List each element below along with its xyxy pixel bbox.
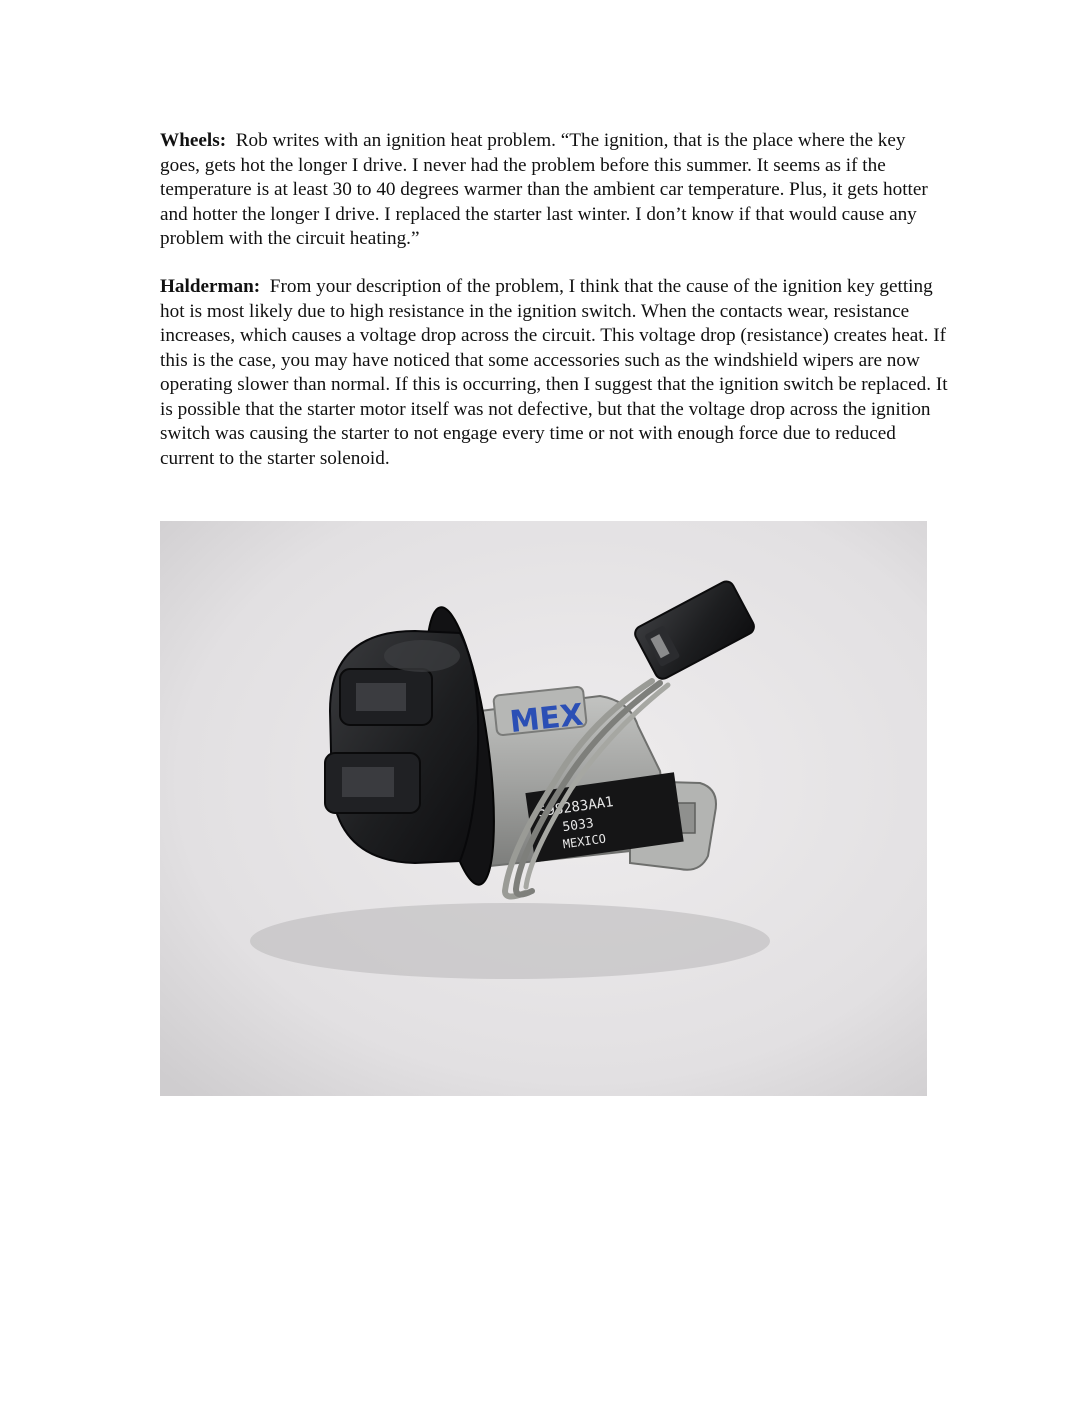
label-origin: MEXICO [561, 831, 607, 852]
ignition-switch-illustration [160, 521, 927, 1096]
label-code: 5033 [561, 815, 595, 836]
speaker-label: Halderman: [160, 276, 261, 297]
label-part-number: 598283AA1 [537, 794, 615, 821]
ignition-switch-photo [160, 521, 927, 1096]
ink-marking: MEX [508, 697, 585, 741]
paragraph-wheels [160, 129, 950, 252]
paragraph-text: From your description of the problem, I think that the cause of the ignition key getting hot is most likely due to high resistance in the ignition switch. When the contacts wear, resistance increases, which causes a voltage drop across the circuit. This voltage drop (resistance) creates heat. If this is the case, you may have noticed that some accessories such as the windshield wipers are now operating slower than normal. If this is occurring, then I suggest that the ignition switch be replaced. It is possible that the starter motor itself was not defective, but that the voltage drop across the ignition switch was causing the starter to not engage every time or not with enough force due to reduced current to the starter solenoid. [160, 276, 948, 469]
shadow [250, 903, 770, 979]
paragraph-halderman [160, 275, 950, 471]
speaker-label: Wheels: [160, 130, 227, 151]
paragraph-text: Rob writes with an ignition heat problem. “The ignition, that is the place where the key goes, gets hot the longer I drive. I never had the problem before this summer. It seems as if the temperature is at least 30 to 40 degrees warmer than the ambient car temperature. Plus, it gets hotter and hotter the longer I drive. I replaced the starter last winter. I don’t know if that would cause any problem with the circuit heating.” [160, 130, 928, 249]
